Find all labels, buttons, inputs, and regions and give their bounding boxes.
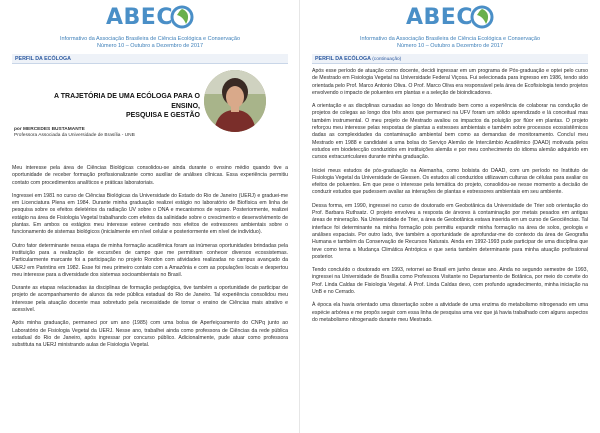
continuation-label: (continuação) [372, 57, 402, 62]
paragraph: Outro fator determinante nessa etapa de minha formação acadêmica foram as inúmeras oportunidades brindadas pela instituição para a realização de excursões de campo que me permitiram conhecer diversos ecossistemas. Particularmente marcante foi a participação no projeto Rondon com atividades realizadas no campus avançado da UERJ em Parintins em 1982. Esse foi meu primeiro contato com a Amazônia e com as populações locais e despertou meu interesse para a diversidade dos sistemas socioambientais no Brasil. [12, 242, 288, 278]
globe-leaf-icon [470, 5, 494, 29]
article-title [30, 92, 200, 121]
author-info [14, 127, 135, 140]
section-header [12, 54, 288, 64]
author-role: Professora Associada da Universidade de Brasília - UNB [14, 133, 135, 139]
left-article-body [12, 165, 288, 356]
paragraph: Após minha graduação, permaneci por um ano (1985) com uma bolsa de Aperfeiçoamento do CNPq junto ao Laboratório de Fisiologia Vegetal da UERJ. Nesse ano, trabalhei ainda como professora de Ciências da rede pública estadual do Rio de Janeiro, após ingressar por concurso público. Adicionalmente, pude atuar como professora substituta na UERJ ministrando aulas de Fisiologia Vegetal. [12, 320, 288, 349]
author-photo [204, 70, 266, 132]
paragraph: Ingressei em 1981 no curso de Ciências Biológicas da Universidade do Estado do Rio de Janeiro (UERJ) e graduei-me em Licenciatura Plena em 1984. Durante minha graduação realizei estágio no laboratório de Biofísica em linha de pesquisa sobre os efeitos deletérios da radiação UV sobre o DNA e mecanismos de reparo. Posteriormente, realizei estágio na área de Fisiologia Vegetal trabalhando com efeitos da salinidade sobre o crescimento e desenvolvimento de plantas. Em ambos os estágios meu interesse esteve centrado nos efeitos de estressores ambientais sobre o funcionamento de sistemas biológicos (inicialmente em nível celular e posteriormente em nível de indivíduo). [12, 192, 288, 236]
newsletter-subtitle: Informativo da Associação Brasileira de Ciência Ecológica e Conservação [359, 36, 541, 42]
right-article-body [312, 68, 588, 330]
paragraph: À época ela havia orientado uma dissertação sobre a atividade de uma enzima do metabolismo nitrogenado em uma espécie arbórea e me propôs seguir com essa linha de pesquisa uma vez que já havia trabalhado com alguns aspectos do metabolismo nitrogenado durante meu Mestrado. [312, 302, 588, 323]
logo-text: ABEC [106, 5, 173, 30]
globe-leaf-icon [170, 5, 194, 29]
paragraph: Iniciei meus estudos de pós-graduação na Alemanha, como bolsista do DAAD, com um período no Instituto de Fisiologia Vegetal da Universidade de Giessen. Os estudos ali conduzidos utilizavam culturas de células para avaliar os efeitos de poluentes. Em que pese o interesse pela temática do projeto, consolidou-se nesse momento a decisão de conduzir estudos que pudessem avaliar as interações de plantas e estressores ambientais em seu ambiente. [312, 167, 588, 196]
section-label: PERFIL DA ECÓLOGA [315, 56, 371, 62]
title-line-2: PESQUISA E GESTÃO [125, 112, 200, 119]
paragraph: A orientação e as disciplinas cursadas ao longo do Mestrado bem como a experiência de colaborar na condução de projetos de colegas ao longo dos três anos que permaneci na UFV foram um sólido aprendizado e lá conceitual mas também instrumental. O meu projeto de Mestrado avaliou os impactos da poluição por flúor em plantas. O projeto reforçou meu interesse pelas respostas de plantas a estresses ambientais e também sobre processos ecossistêmicos dadas as complexidades da contaminação ambiental bem como as demandas de monitoramento. Concluí meu Mestrado em 1988 e candidatei a uma bolsa do Serviço Alemão de Intercâmbio Acadêmico (DAAD) motivada pelos estudos em biodetecção conduzidos em instituições alemãs e por meu conhecimento do idioma alemão adquirido em cursos extracurriculares durante minha graduação. [312, 103, 588, 161]
paragraph: Durante as etapas relacionadas às disciplinas de formação pedagógica, tive também a oportunidade de participar de projeto de acompanhamento de alunos da rede pública estadual do Rio de Janeiro. Tal experiência consolidou meu interesse pela atuação docente mas sobretudo pela necessidade de tornar o ensino de Ciências mais atrativo e acessível. [12, 285, 288, 314]
issue-number: Número 10 – Outubro a Dezembro de 2017 [396, 43, 504, 49]
paragraph: Meu interesse pela área de Ciências Biológicas consolidou-se ainda durante o ensino médio quando tive a oportunidade de receber formação profissionalizante como auxiliar de análises clínicas. Essa experiência permitiu contato com procedimentos analíticos e práticas laboratoriais. [12, 165, 288, 186]
title-line-1: A TRAJETÓRIA DE UMA ECÓLOGA PARA O ENSINO, [54, 93, 200, 110]
right-page [300, 0, 600, 433]
author-name: por MERCEDES BUSTAMANTE [14, 127, 85, 132]
portrait-image [204, 70, 266, 132]
paragraph: Dessa forma, em 1990, ingressei no curso de doutorado em Geobotânica da Universidade de Trier sob orientação do Prof. Barbara Ruthsatz. O projeto envolveu a resposta de árvores à contaminação por metais pesados em antigas áreas de mineração. Na Universidade de Trier, a área de Geobotânica estava inserida em um curso de Geociências. Tal interface foi determinante na minha formação pois permitiu expandir minha formação na área de solos, geologia e análises espaciais. Por outro lado, tive também a oportunidade de aprofundar-me do contexto da área de Geografia Humana e também da Conservação de Recursos Naturais. Ainda em 1992-1993 pude participar de uma disciplina que teve como tema a Mudança Climática Antrópica e que seria também determinante para minha atuação profissional posterior. [312, 202, 588, 260]
newsletter-subtitle: Informativo da Associação Brasileira de Ciência Ecológica e Conservação [59, 36, 241, 42]
abeco-logo [300, 5, 600, 31]
section-label: PERFIL DA ECÓLOGA [15, 56, 71, 62]
abeco-logo [0, 5, 300, 31]
section-header [312, 54, 588, 64]
paragraph: Tendo concluído o doutorado em 1993, retornei ao Brasil em junho desse ano. Ainda no segundo semestre de 1993, ingressei na Universidade de Brasília como Professora Visitante no Departamento de Botânica, por meio do convite do Prof. Linda Caldas de Fisiologia Vegetal. À Prof. Linda Caldas devo, com profundo agradecimento, minha iniciação na UnB e no Cerrado. [312, 267, 588, 296]
paragraph: Após esse período de atuação como docente, decidi ingressar em um programa de Pós-graduação e optei pelo curso de Mestrado em Fisiologia Vegetal na Universidade Federal Viçosa. Fui selecionada para ingresso em 1986, tendo sido orientada pelo Prof. Marco Antonio Oliva. O Prof. Marco Oliva era responsável pela área de Ecofisiologia tendo projetos envolvendo o impacto de poluentes em plantas e a seleção de bioindicadores. [312, 68, 588, 96]
logo-text: ABEC [406, 5, 473, 30]
issue-number: Número 10 – Outubro a Dezembro de 2017 [96, 43, 204, 49]
